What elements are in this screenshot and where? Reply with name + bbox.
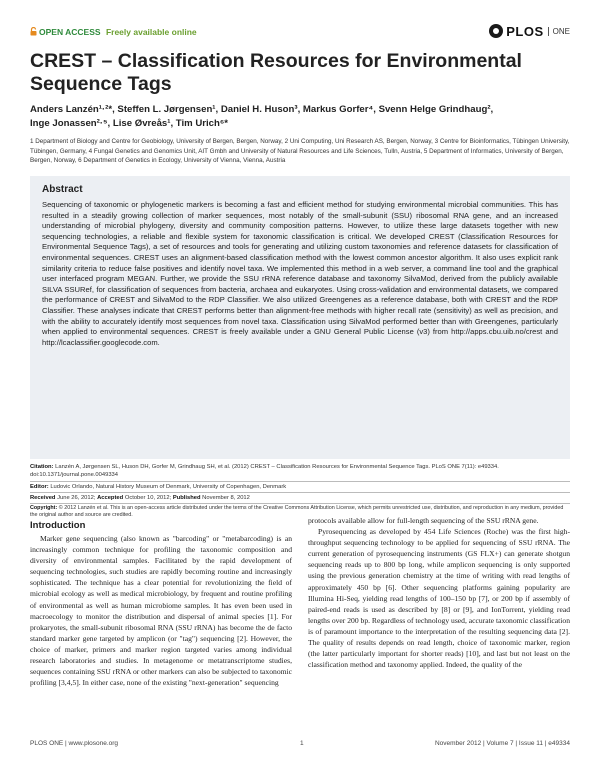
intro-column-left: Marker gene sequencing (also known as "barcoding" or "metabarcoding) is an increasingly common technique for profiling the taxonomic composition and diversity of environmental samples. Facilitated by the rapid development of sequencing technologies, such studies are rapidly becoming routine and increasingly sophisticated. The technique has a clear potential for revolutionizing the field of microbial ecology as well as medical microbiology, by frequent and routine profiling of environmental as well as human microbiome samples. It has even been used in macroecology to monitor the distribution and dispersal of animal species [1]. For prokaryotes, the small-subunit ribosomal RNA (SSU rRNA) has become the de facto standard marker gene targeted by amplicon (or "tag") sequencing [2]. However, the choice of marker, primers and marker region targeted varies among individual research laboratories and studies. In metagenome or metatranscriptome studies, sequences containing SSU rRNA or other markers can also be subjected to taxonomic profiling [3,4,5]. In either case, none of the existing "next-generation" sequencing — [30, 534, 292, 688]
divider — [30, 492, 570, 493]
abstract-text: Sequencing of taxonomic or phylogenetic markers is becoming a fast and efficient method for studying environmental microbial communities. This has resulted in a steadily growing collection of marker sequences, most notably of the small-subunit (SSU) ribosomal RNA gene, and an increased understanding of microbial phylogeny, diversity and community composition patterns. However, to utilize these large datasets together with new sequencing technologies, a reliable and flexible system for taxonomic classification is critical. We developed CREST (Classification Resources for Environmental Sequence Tags), a set of resources and tools for generating and utilizing custom taxonomies and reference datasets for classification of environmental sequences. CREST uses an alignment-based classification method with the lowest common ancestor algorithm. It also uses explicit rank similarity criteria to reduce false positives and identify novel taxa. We implemented this method in a web server, a command line tool and the graphical user interfaced program MEGAN. Further, we provide the SSU rRNA reference database and taxonomy SilvaMod, derived from the publicly available SILVA SSURef, for classification of sequences from bacteria, archaea and eukaryotes. Using cross-validation and environmental datasets, we compared the performance of CREST and SilvaMod to the RDP Classifier. We also utilized Greengenes as a reference database, both with CREST and the RDP Classifier. These analyses indicate that CREST performs better than alignment-free methods with higher recall rate (sensitivity) as well as precision, and with the ability to accurately identify most sequences from novel taxa. Classification using SilvaMod performed better than with Greengenes, particularly when applied to environmental sequences. CREST is freely available under a GNU General Public License (v3) from http://apps.cbu.uib.no/crest and http://lcaclassifier.googlecode.com. — [42, 200, 558, 347]
copyright-text: © 2012 Lanzén et al. This is an open-access article distributed under the terms of the Creative Commons Attribution License, which permits unrestricted use, distribution, and reproduction in any medium, provided the original author and source are credited. — [30, 505, 564, 518]
published-date: November 8, 2012 — [202, 495, 250, 501]
divider — [30, 481, 570, 482]
plos-one-logo — [489, 22, 570, 40]
affiliations: 1 Department of Biology and Centre for Geobiology, University of Bergen, Bergen, Norway, 2 Uni Computing, Uni Research AS, Bergen, Norway, 3 Centre for Bioinformatics, Tübingen University, Tübingen, Germany, 4 Fungal Genetics and Genomics Unit, AIT Gmbh and University of Natural Resources and Life Sciences, Tulln, Austria, 5 Department of Informatics, University of Bergen, Bergen, Norway, 6 Department of Genetics in Ecology, University of Vienna, Vienna, Austria — [30, 138, 570, 164]
title-line-2: Sequence Tags — [30, 73, 172, 95]
title-line-1: CREST – Classification Resources for Environmental — [30, 50, 522, 72]
citation-label: Citation: — [30, 464, 54, 470]
abstract-heading: Abstract — [42, 184, 83, 195]
plos-brand: PLOS — [506, 23, 544, 39]
editor-label: Editor: — [30, 484, 49, 490]
intro-right-paragraph-1: protocols available allow for full-length sequencing of the SSU rRNA gene. — [308, 516, 539, 525]
citation — [30, 463, 570, 479]
access-label: ACCESS — [65, 27, 101, 37]
dates — [30, 494, 570, 502]
open-access-lock-icon — [30, 27, 37, 38]
published-label: Published — [172, 495, 201, 501]
author-list — [30, 103, 575, 131]
footer-issue: November 2012 | Volume 7 | Issue 11 | e49334 — [434, 740, 570, 747]
abstract-box — [30, 176, 570, 459]
authors-line-2: Inge Jonassen²·⁵, Lise Øvreås¹, Tim Urich⁶* — [30, 118, 229, 129]
plos-logo-icon — [489, 24, 503, 38]
open-label: OPEN — [39, 27, 64, 37]
journal-header — [30, 22, 570, 40]
divider — [30, 503, 570, 504]
footer-journal: PLOS ONE | www.plosone.org — [30, 740, 119, 747]
open-access-banner — [30, 27, 197, 38]
paper-title — [30, 50, 570, 96]
editor-text: Ludovic Orlando, Natural History Museum of Denmark, University of Copenhagen, Denmark — [50, 484, 287, 490]
intro-column-right — [308, 515, 570, 670]
accepted-label: Accepted — [97, 495, 124, 501]
editor — [30, 483, 570, 491]
received-date: June 26, 2012; — [57, 495, 96, 501]
one-brand: ONE — [548, 27, 570, 36]
received-label: Received — [30, 495, 56, 501]
page-number: 1 — [300, 740, 304, 747]
accepted-date: October 10, 2012; — [124, 495, 172, 501]
introduction-heading: Introduction — [30, 520, 86, 531]
citation-text: Lanzén A, Jørgensen SL, Huson DH, Gorfer M, Grindhaug SH, et al. (2012) CREST – Classification Resources for Environmental Sequence Tags. PLoS ONE 7(11): e49334. doi:10.1371/journal.pone.0049334 — [30, 464, 499, 478]
authors-line-1: Anders Lanzén¹·²*, Steffen L. Jørgensen¹, Daniel H. Huson³, Markus Gorfer⁴, Svenn Helge Grindhaug², — [30, 104, 494, 115]
copyright-label: Copyright: — [30, 505, 58, 511]
intro-right-paragraph-2: Pyrosequencing as developed by 454 Life Sciences (Roche) was the first high-throughput sequencing technology to be applied for sequencing of SSU rRNA. The current generation of pyrosequencing instruments (GS FLX+) can generate shotgun sequencing reads up to 800 bp long, while amplicon sequencing is only supported using the previous generation chemistry at the time of writing with read lengths of approximately 450 bp [6]. Other sequencing platforms gaining popularity are Illumina Hi-Seq, yielding read lengths of 100–150 bp [7], or 200 bp if assembly of paired-end reads is used as described by [8] or [9], and IonTorrent, yielding read lengths over 200 bp. Regardless of technology used, accurate taxonomic classification is of paramount importance to the interpretation of the resulting sequencing data [2]. The quality of results depends on read length, choice of taxonomic marker, region (the latter particularly important for shorter reads) [10], and last but not least on the classification method and taxonomy applied. Indeed, the quality of the — [308, 527, 570, 670]
freely-available-label: Freely available online — [105, 27, 197, 37]
